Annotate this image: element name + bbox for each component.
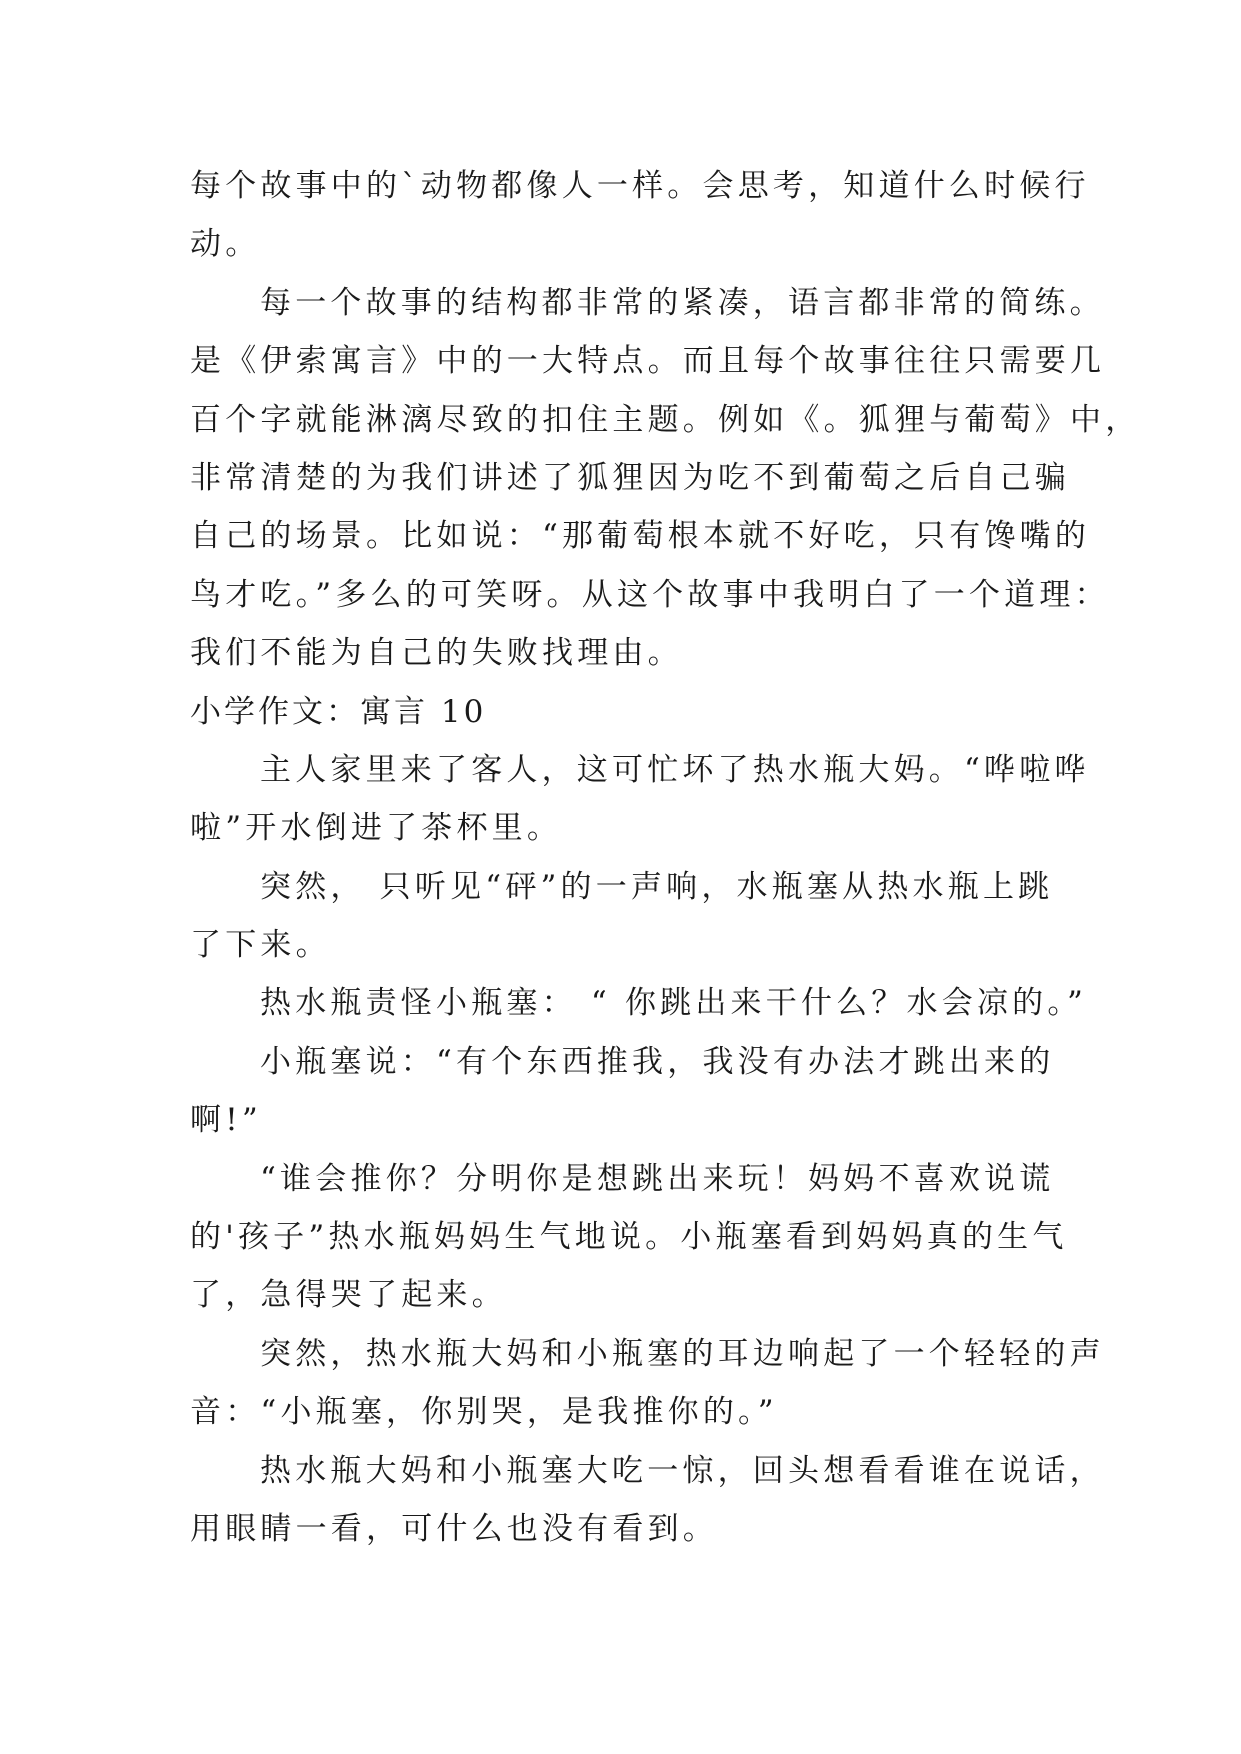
- paragraph-start-line: 热水瓶大妈和小瓶塞大吃一惊，回头想看看谁在说话，: [260, 1452, 1105, 1489]
- text-line: 了下来。: [190, 927, 331, 964]
- paragraph-start-line: 每一个故事的结构都非常的紧凑，语言都非常的简练。: [260, 284, 1105, 321]
- text-line: 每个故事中的`动物都像人一样。会思考，知道什么时候行: [190, 168, 1090, 204]
- paragraph-start-line: 突然，热水瓶大妈和小瓶塞的耳边响起了一个轻轻的声: [260, 1335, 1105, 1372]
- text-line: 用眼睛一看，可什么也没有看到。: [190, 1510, 718, 1547]
- text-line: 啊!”: [190, 1102, 262, 1139]
- text-line: 动。: [190, 226, 261, 263]
- text-line: 非常清楚的为我们讲述了狐狸因为吃不到葡萄之后自己骗: [190, 459, 1070, 496]
- text-line: 百个字就能淋漓尽致的扣住主题。例如《。狐狸与葡萄》中，: [190, 401, 1141, 438]
- paragraph-start-line: 小瓶塞说：“有个东西推我，我没有办法才跳出来的: [260, 1043, 1055, 1080]
- text-line: 我们不能为自己的失败找理由。: [190, 635, 683, 672]
- paragraph-start-line: 主人家里来了客人，这可忙坏了热水瓶大妈。“哗啦哗: [260, 751, 1090, 788]
- section-heading: 小学作文：寓言 10: [190, 693, 487, 730]
- paragraph-start-line: 突然， 只听见“砰”的一声响，水瓶塞从热水瓶上跳: [260, 868, 1054, 905]
- text-line: 自己的场景。比如说：“那葡萄根本就不好吃，只有馋嘴的: [190, 518, 1091, 555]
- paragraph-start-line: “谁会推你？分明你是想跳出来玩！妈妈不喜欢说谎: [260, 1160, 1055, 1197]
- document-body: [190, 157, 1141, 1558]
- text-line: 音：“小瓶塞，你别哭，是我推你的。”: [190, 1394, 778, 1431]
- text-line: 鸟才吃。”多么的可笑呀。从这个故事中我明白了一个道理：: [190, 576, 1110, 613]
- text-line: 啦”开水倒进了茶杯里。: [190, 810, 563, 847]
- paragraph-start-line: 热水瓶责怪小瓶塞： “ 你跳出来干什么？水会凉的。”: [260, 985, 1088, 1022]
- text-line: 了，急得哭了起来。: [190, 1277, 507, 1314]
- text-line: 是《伊索寓言》中的一大特点。而且每个故事往往只需要几: [190, 343, 1106, 380]
- text-line: 的'孩子”热水瓶妈妈生气地说。小瓶塞看到妈妈真的生气: [190, 1219, 1068, 1256]
